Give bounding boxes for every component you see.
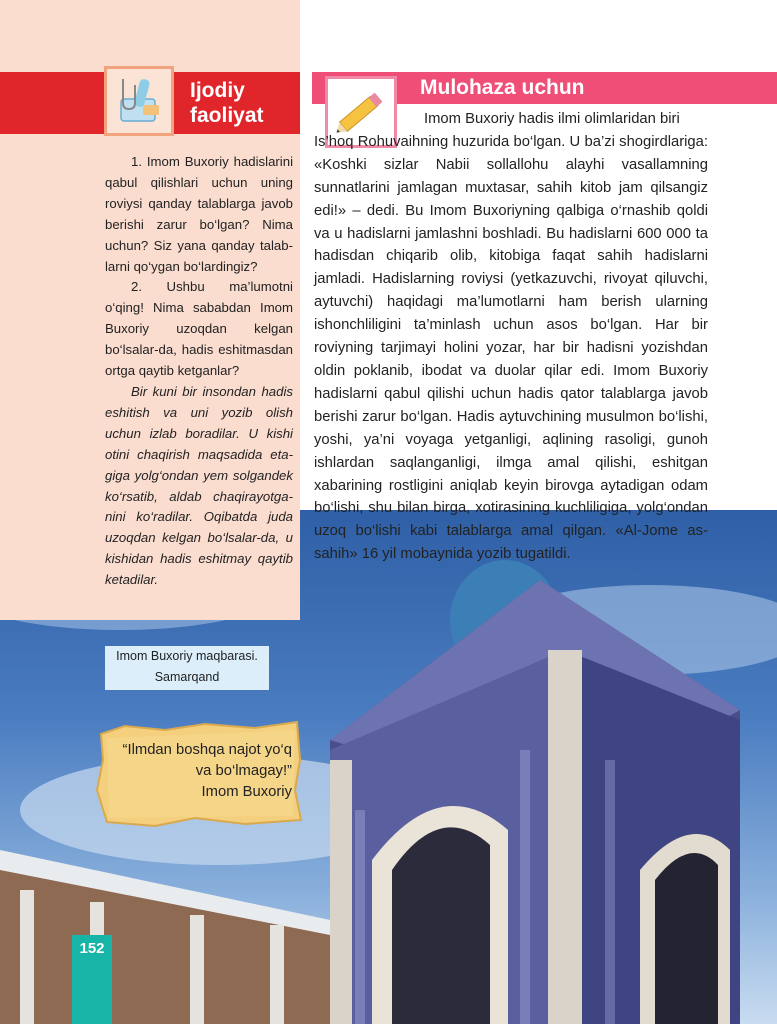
- caption-line2: Samarqand: [154, 670, 220, 684]
- quote-line2: va bo‘lmagay!”: [195, 763, 292, 779]
- reflection-text: [314, 108, 708, 566]
- quote-line1: “Ilmdan boshqa najot yo‘q: [122, 742, 292, 758]
- creative-activity-title: [190, 78, 300, 128]
- reflection-body: Is’hoq Rohuvaihning huzurida bo‘lgan. U ba’zi shogirdlariga: «Koshki sizlar Nabii sollallohu alayhi vasallamning sunnatlarini jamlagan muxtasar, sahih kitob jam qilsangiz edi!» – dedi. Bu Imom Buxoriyning qalbiga o‘rnashib qoldi va u hadislarni jamlashni boshladi. Bu hadislarni 600 000 ta hadisdan chiqarib olib, kitobiga faqat sahih hadislarni jamladi. Hadislarning roviysi (yetkazuvchi, rivoyat qiluvchi, aytuvchi) haqidagi ma’lumotlarni ham berish ularning ishonchliligini ta’minlash uchun asos bo‘lgan. Har bir roviyning tarjimayi holini yozar, har bir hadisni yozishdan oldin poklanib, ibodat va duolar qilar edi. Imom Buxoriy hadislarni qabul qilishi uchun hadis qator talablarga javob berishi zarur bo‘lgan. Hadis aytuvchining musulmon bo‘lishi, yoshi, ya’ni voyaga yetganligi, aqlining rasoligi, gunoh ishlardan saqlanganligi, ilmga amal qilishi, eshitgan xabarining rostligini aniqlab keyin birovga aytadigan odam bo‘lishi, shu bilan birga, xotirasining kuchliligiga, yolg‘ondan uzoq bo‘lishi kabi talablarga amal qilgan. «Al-Jome as-sahih» 16 yil mobaynida yozib tugatildi.: [314, 133, 708, 563]
- question-1: 1. Imom Buxoriy hadislarini qabul qilishlari uchun uning roviysi qanday talablarga javob berishi zarur bo‘lgan? Nima uchun? Siz yana qanday talablarni qo‘ygan bo‘lardingiz?: [105, 154, 293, 274]
- quote-author: Imom Buxoriy: [201, 784, 292, 800]
- creative-activity-title-line1: Ijodiy: [190, 79, 245, 102]
- question-2: 2. Ushbu ma’lumotni o‘qing! Nima sababdan Imom Buxoriy uzoqdan kelgan bo‘lsalar-da, hadis eshitmasdan ortga qaytib ketganlar?: [105, 279, 293, 379]
- quote-text: [112, 740, 292, 803]
- page-number: 152: [79, 940, 105, 957]
- reflection-first-line: Imom Buxoriy hadis ilmi olimlaridan biri: [424, 111, 680, 127]
- creative-activity-text: [105, 152, 293, 591]
- reflection-title: Mulohaza uchun: [420, 76, 585, 99]
- caption-line1: Imom Buxoriy maqbarasi.: [116, 649, 258, 663]
- photo-caption: [105, 646, 269, 690]
- creative-activity-title-line2: faoliyat: [190, 104, 264, 127]
- stationery-icon: [104, 66, 174, 136]
- story-paragraph: Bir kuni bir insondan hadis eshitish va uni yozib olish uchun izlab boradilar. U kishi otini chaqirish maqsadida etagiga yolg‘ondan yem solgandek ko‘rsatib, aldab chaqirayotganini ko‘radilar. Oqibatda juda uzoqdan kelgan bo‘lsalar-da, u kishidan hadis eshitmay qaytib ketadilar.: [105, 383, 293, 588]
